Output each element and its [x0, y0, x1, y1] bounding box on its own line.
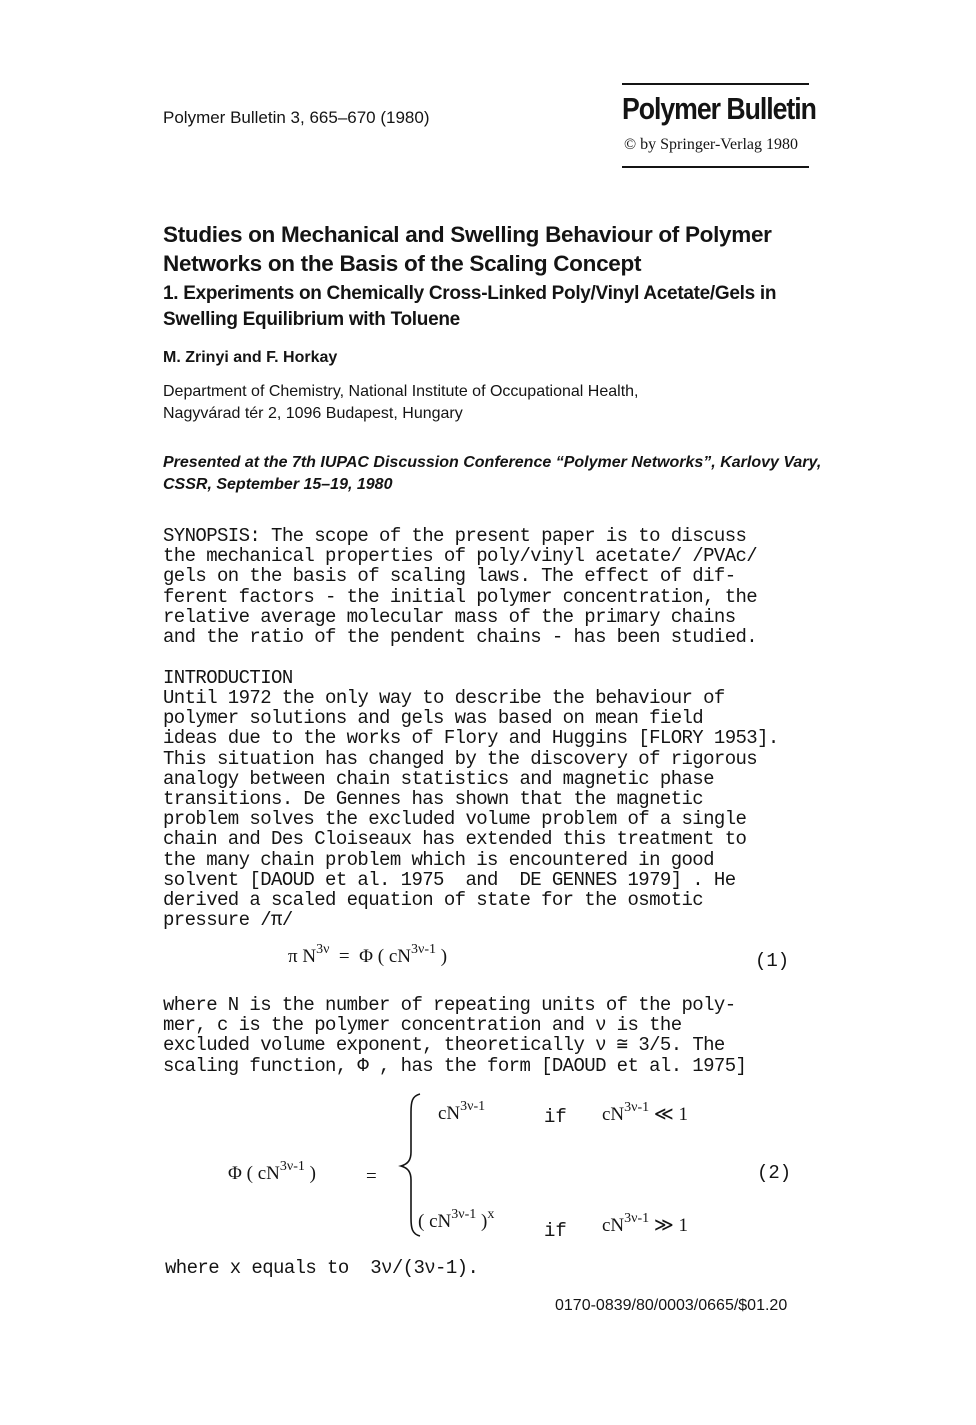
equation-2-number: (2) — [757, 1162, 792, 1184]
eq2-case2-expression — [418, 1207, 495, 1233]
eq2-case2-exponent: 3ν-1 — [451, 1207, 477, 1222]
equation-1-number: (1) — [755, 950, 790, 972]
eq2-case2-cond-exponent: 3ν-1 — [624, 1211, 650, 1226]
eq2-case1-if: if — [544, 1106, 567, 1128]
eq2-case1-condition — [602, 1100, 689, 1126]
copyright-notice: © by Springer-Verlag 1980 — [624, 136, 799, 153]
eq2-case2-cond-relation: ≫ 1 — [649, 1215, 689, 1236]
eq1-rhs-close: ) — [436, 946, 448, 967]
synopsis: SYNOPSIS: The scope of the present paper is to discuss the mechanical properties of poly/vinyl acetate/ /PVAc/ gels on the basis of scaling laws. The effect of dif- ferent factors - the initial polymer concentration, the relative average molecular mass of the primary chains and the ratio of the pendent chains - has been studied. — [163, 525, 758, 649]
article-subtitle: 1. Experiments on Chemically Cross-Linked Poly/Vinyl Acetate/Gels in Swelling Equilibrium with Toluene — [163, 283, 777, 330]
journal-name: Polymer Bulletin — [622, 91, 816, 126]
eq2-case1-cond-base: cN — [602, 1104, 625, 1125]
introduction-text: Until 1972 the only way to describe the behaviour of polymer solutions and gels was based on mean field ideas due to the works of Flory and Huggins [FLORY 1953]. This situation has changed by the discovery of rigorous analogy between chain statistics and magnetic phase transitions. De Gennes has shown that the magnetic problem solves the excluded volume problem of a single chain and Des Cloiseaux has extended this treatment to the many chain problem which is encountered in good solvent [DAOUD et al. 1975 and DE GENNES 1979] . He derived a scaled equation of state for the osmotic pressure /π/ — [163, 687, 779, 932]
eq1-rhs-open: Φ ( cN — [359, 946, 412, 967]
journal-rule-top — [622, 83, 809, 85]
eq2-equals: = — [366, 1166, 377, 1187]
article-code: 0170-0839/80/0003/0665/$01.20 — [555, 1297, 788, 1314]
affiliation-line-1: Department of Chemistry, National Institute of Occupational Health, — [163, 383, 639, 400]
eq2-case1-expression — [438, 1099, 486, 1125]
eq2-case2-base: ( cN — [418, 1211, 452, 1232]
eq2-lhs-exponent: 3ν-1 — [279, 1159, 305, 1174]
eq1-equals: = — [338, 946, 350, 967]
affiliation-line-2: Nagyvárad tér 2, 1096 Budapest, Hungary — [163, 405, 463, 422]
eq2-case1-exponent: 3ν-1 — [460, 1099, 486, 1114]
eq1-lhs-exponent: 3ν — [316, 942, 330, 957]
journal-citation: Polymer Bulletin 3, 665–670 (1980) — [163, 108, 430, 127]
eq2-case2-if: if — [544, 1220, 567, 1242]
eq2-lhs — [228, 1159, 316, 1185]
eq2-case2-power: x — [487, 1207, 495, 1222]
equation-1 — [288, 942, 448, 968]
authors: M. Zrinyi and F. Horkay — [163, 349, 338, 366]
eq2-case1-cond-exponent: 3ν-1 — [624, 1100, 650, 1115]
affiliation — [163, 381, 803, 425]
eq2-case2-condition — [602, 1211, 689, 1237]
eq2-case1-cond-relation: ≪ 1 — [649, 1104, 689, 1125]
presented-note: Presented at the 7th IUPAC Discussion Conference “Polymer Networks”, Karlovy Vary, CSSR, September 15–19, 1980 — [163, 454, 822, 493]
eq2-case1-base: cN — [438, 1103, 461, 1124]
where-x-text: where x equals to 3ν/(3ν-1). — [165, 1257, 479, 1279]
section-heading-introduction: INTRODUCTION — [163, 667, 293, 689]
eq2-lhs-open: Φ ( cN — [228, 1163, 280, 1184]
eq2-case2-close: ) — [476, 1211, 488, 1232]
article-title: Studies on Mechanical and Swelling Behaviour of Polymer Networks on the Basis of the Scaling Concept — [163, 222, 772, 276]
paragraph-after-equation-1: where N is the number of repeating units of the poly- mer, c is the polymer concentration and ν is the excluded volume exponent, theoretically ν ≅ 3/5. The scaling function, Φ , has the form [DAOUD et al. 1975] — [163, 994, 747, 1077]
eq2-case2-cond-base: cN — [602, 1215, 625, 1236]
eq1-lhs-base: π N — [288, 946, 317, 967]
journal-rule-bottom — [622, 166, 809, 168]
eq2-lhs-close: ) — [304, 1163, 316, 1184]
eq1-rhs-exponent: 3ν-1 — [411, 942, 437, 957]
